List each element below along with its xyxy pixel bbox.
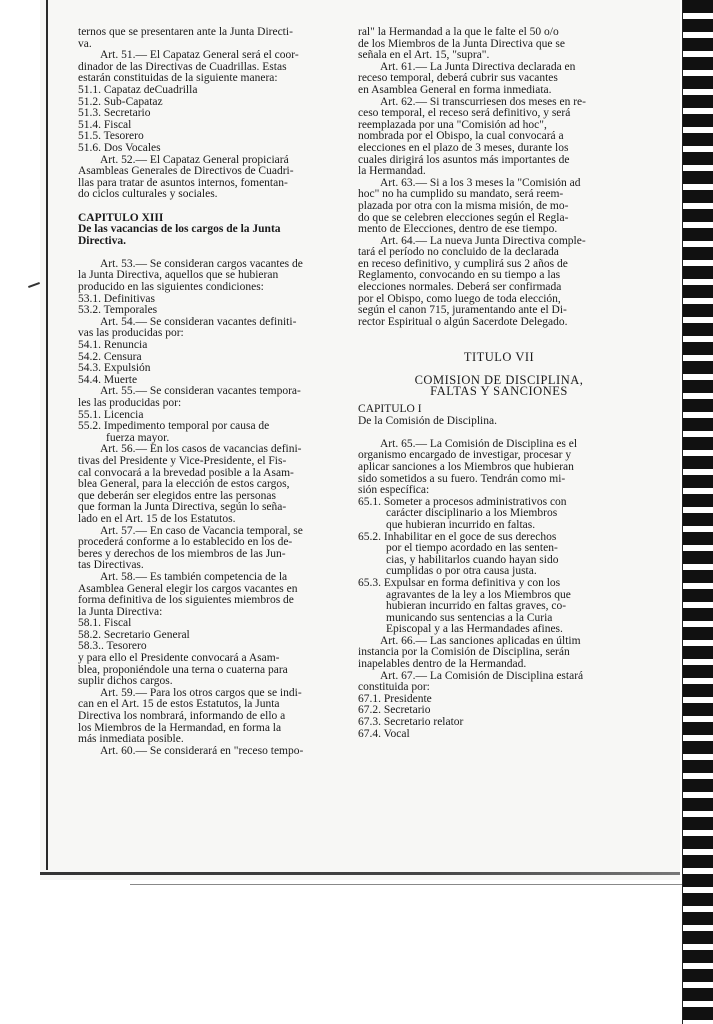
text-line: 54.3. Expulsión: [78, 363, 151, 375]
text-line: cuales dirigirá los asuntos más importantes de: [358, 154, 570, 166]
text-line: va.: [78, 38, 92, 50]
text-line: 67.3. Secretario relator: [358, 717, 464, 729]
text-line: constituida por:: [358, 682, 430, 694]
text-line: rector Espiritual o algún Sacerdote Delegado.: [358, 316, 568, 328]
text-line: 67.2. Secretario: [358, 705, 431, 717]
text-line: instancia por la Comisión de Disciplina, serán: [358, 647, 570, 659]
text-line: tas Directivas.: [78, 560, 144, 572]
text-line: Art. 52.— El Capataz General propiciará: [100, 154, 289, 166]
text-line: De las vacancias de los cargos de la Junta: [78, 224, 281, 236]
margin-mark: [28, 282, 40, 288]
text-line: 51.1. Capataz deCuadrilla: [78, 84, 198, 96]
text-line: carácter disciplinario a los Miembros: [386, 508, 558, 520]
text-line: 51.2. Sub-Capataz: [78, 96, 163, 108]
text-line: Art. 64.— La nueva Junta Directiva comple-: [380, 235, 586, 247]
text-line: Art. 60.— Se considerará en "receso tempo-: [100, 745, 304, 757]
text-line: CAPITULO XIII: [78, 212, 164, 224]
text-line: llas para tratar de asuntos internos, fomentan-: [78, 177, 288, 189]
text-line: Episcopal y a las Hermandades afines.: [386, 624, 563, 636]
text-line: beres y derechos de los miembros de las Jun-: [78, 548, 286, 560]
text-line: Asamblea General elegir los cargos vacantes en: [78, 583, 298, 595]
text-line: Directiva.: [78, 235, 127, 247]
text-line: 58.3.. Tesorero: [78, 641, 147, 653]
text-line: FALTAS Y SANCIONES: [430, 386, 568, 398]
text-line: 51.3. Secretario: [78, 108, 151, 120]
text-line: Art. 53.— Se consideran cargos vacantes de: [100, 258, 303, 270]
text-line: suplir dichos cargos.: [78, 676, 173, 688]
text-line: de los Miembros de la Junta Directiva que se: [358, 38, 565, 50]
text-line: 65.1. Someter a procesos administrativos con: [358, 496, 567, 508]
text-line: 51.5. Tesorero: [78, 131, 144, 143]
text-line: 65.2. Inhabilitar en el goce de sus derechos: [358, 531, 557, 543]
text-line: [78, 201, 348, 213]
text-line: elecciones normales. Deberá ser confirmada: [358, 282, 562, 294]
text-line: Asambleas Generales de Directivos de Cuadri-: [78, 166, 294, 178]
text-line: [358, 427, 640, 439]
text-line: receso temporal, deberá cubrir sus vacantes: [358, 73, 558, 85]
text-line: que hubieran incurrido en faltas.: [386, 519, 536, 531]
text-line: Art. 58.— Es también competencia de la: [100, 571, 288, 583]
text-line: tivas del Presidente y Vice-Presidente, el Fis-: [78, 455, 287, 467]
text-line: De la Comisión de Disciplina.: [358, 415, 497, 427]
text-line: hubieran incurrido en faltas graves, co-: [386, 601, 567, 613]
left-text-column: [78, 27, 348, 757]
text-line: la Hermandad.: [358, 166, 426, 178]
text-line: la Junta Directiva, aquellos que se hubieran: [78, 270, 279, 282]
text-line: Art. 57.— En caso de Vacancia temporal, se: [100, 525, 303, 537]
text-line: ternos que se presentaren ante la Junta Directi-: [78, 27, 293, 38]
text-line: Directiva los nombrará, informando de ello a: [78, 711, 286, 723]
text-line: 65.3. Expulsar en forma definitiva y con los: [358, 577, 561, 589]
text-line: cumplidas o por otra causa justa.: [386, 566, 537, 578]
text-line: blea General, para la elección de estos cargos,: [78, 479, 290, 491]
text-line: procederá conforme a lo establecido en los de-: [78, 537, 293, 549]
text-line: lado en el Art. 15 de los Estatutos.: [78, 513, 236, 525]
text-line: [358, 328, 640, 340]
text-line: 51.6. Dos Vocales: [78, 142, 161, 154]
text-line: blea, proponiéndole una terna o cuaterna para: [78, 664, 288, 676]
text-line: Art. 61.— La Junta Directiva declarada en: [380, 61, 576, 73]
text-line: Art. 51.— El Capataz General será el coor-: [100, 50, 299, 62]
text-line: estarán constituidas de la siguiente manera:: [78, 73, 278, 85]
text-line: Art. 55.— Se consideran vacantes tempora-: [100, 386, 301, 398]
text-line: nombrada por el Obispo, la cual convocará a: [358, 131, 564, 143]
text-line: mento de Elecciones, dentro de ese tiempo.: [358, 224, 558, 236]
text-line: Art. 54.— Se consideran vacantes definiti-: [100, 316, 297, 328]
text-line: que forman la Junta Directiva, según lo seña-: [78, 502, 287, 514]
text-line: en receso definitivo, y cumplirá sus 2 años de: [358, 258, 568, 270]
text-line: forma definitiva de los siguientes miembros de: [78, 595, 294, 607]
text-line: en Asamblea General en forma inmediata.: [358, 84, 552, 96]
text-line: inapelables dentro de la Hermandad.: [358, 659, 527, 671]
text-line: vas las producidas por:: [78, 328, 184, 340]
text-line: do ciclos culturales y sociales.: [78, 189, 218, 201]
text-line: por el tiempo acordado en las senten-: [386, 543, 558, 555]
text-line: can en el Art. 15 de estos Estatutos, la Junta: [78, 699, 280, 711]
text-line: ral" la Hermandad a la que le falte el 50 o/o: [358, 27, 559, 38]
text-line: Art. 65.— La Comisión de Disciplina es el: [380, 438, 578, 450]
text-line: 54.2. Censura: [78, 351, 142, 363]
text-line: reemplazada por una "Comisión ad hoc",: [358, 119, 547, 131]
text-line: 54.4. Muerte: [78, 374, 138, 386]
text-line: 58.1. Fiscal: [78, 618, 132, 630]
text-line: [358, 363, 640, 375]
text-line: municando sus sentencias a la Curia: [386, 612, 553, 624]
text-line: por el Obispo, como luego de toda elección,: [358, 293, 561, 305]
text-line: Art. 56.— En los casos de vacancias defini-: [100, 444, 302, 456]
text-line: dinador de las Directivas de Cuadrillas. Estas: [78, 61, 287, 73]
text-line: los Miembros de la Hermandad, en forma la: [78, 722, 282, 734]
text-line: 53.1. Definitivas: [78, 293, 155, 305]
text-line: 53.2. Temporales: [78, 305, 158, 317]
text-line: TITULO VII: [463, 351, 535, 364]
text-line: que deberán ser elegidos entre las personas: [78, 490, 276, 502]
text-line: Reglamento, convocando en su tiempo a las: [358, 270, 561, 282]
text-line: plazada por otra con la misma misión, de mo-: [358, 200, 569, 212]
text-line: más inmediata posible.: [78, 734, 184, 746]
paper-shadow-edge: [130, 884, 690, 885]
text-line: 67.1. Presidente: [358, 693, 432, 705]
text-line: elecciones en el plazo de 3 meses, durante los: [358, 142, 569, 154]
text-line: aplicar sanciones a los Miembros que hubieran: [358, 461, 574, 473]
spiral-binding: [683, 0, 713, 1024]
paper-bottom-edge: [40, 872, 680, 875]
text-line: do que se celebren elecciones según el Regla-: [358, 212, 569, 224]
text-line: y para ello el Presidente convocará a Asam-: [78, 653, 280, 665]
text-line: agravantes de la ley a los Miembros que: [386, 589, 571, 601]
text-line: fuerza mayor.: [106, 432, 170, 444]
margin-line: [46, 0, 48, 870]
text-line: [78, 247, 348, 259]
text-line: Art. 59.— Para los otros cargos que se indi-: [100, 687, 302, 699]
text-line: CAPITULO I: [358, 404, 422, 415]
text-line: 67.4. Vocal: [358, 728, 410, 740]
text-line: Art. 63.— Si a los 3 meses la "Comisión ad: [380, 177, 581, 189]
text-line: [358, 340, 640, 352]
text-line: ceso temporal, el receso será definitivo, y será: [358, 108, 571, 120]
text-line: producido en las siguientes condiciones:: [78, 282, 264, 294]
text-line: señala en el Art. 15, "supra".: [358, 50, 490, 62]
right-text-column: [358, 27, 640, 740]
text-line: 55.1. Licencia: [78, 409, 144, 421]
text-line: cal convocará a la brevedad posible a la Asam-: [78, 467, 294, 479]
text-line: COMISION DE DISCIPLINA,: [414, 374, 584, 387]
text-line: les las producidas por:: [78, 398, 182, 409]
text-line: 58.2. Secretario General: [78, 629, 190, 641]
text-line: 54.1. Renuncia: [78, 340, 148, 352]
text-line: la Junta Directiva:: [78, 606, 163, 618]
text-line: Art. 67.— La Comisión de Disciplina estará: [380, 670, 584, 682]
text-line: según el canon 715, juramentando ante el Di-: [358, 305, 567, 317]
text-line: organismo encargado de investigar, procesar y: [358, 450, 572, 462]
text-line: sión específica:: [358, 485, 430, 497]
text-line: hoc" no ha cumplido su mandato, será reem-: [358, 189, 564, 201]
text-line: sido sometidos a su fuero. Tendrán como mi-: [358, 473, 566, 485]
text-line: 51.4. Fiscal: [78, 119, 132, 131]
text-line: cias, y habilitarlos cuando hayan sido: [386, 554, 559, 566]
text-line: Art. 66.— Las sanciones aplicadas en últim: [380, 635, 581, 647]
text-line: Art. 62.— Si transcurriesen dos meses en re-: [380, 96, 586, 108]
text-line: 55.2. Impedimento temporal por causa de: [78, 421, 270, 433]
text-line: tará el período no concluido de la declarada: [358, 247, 559, 259]
